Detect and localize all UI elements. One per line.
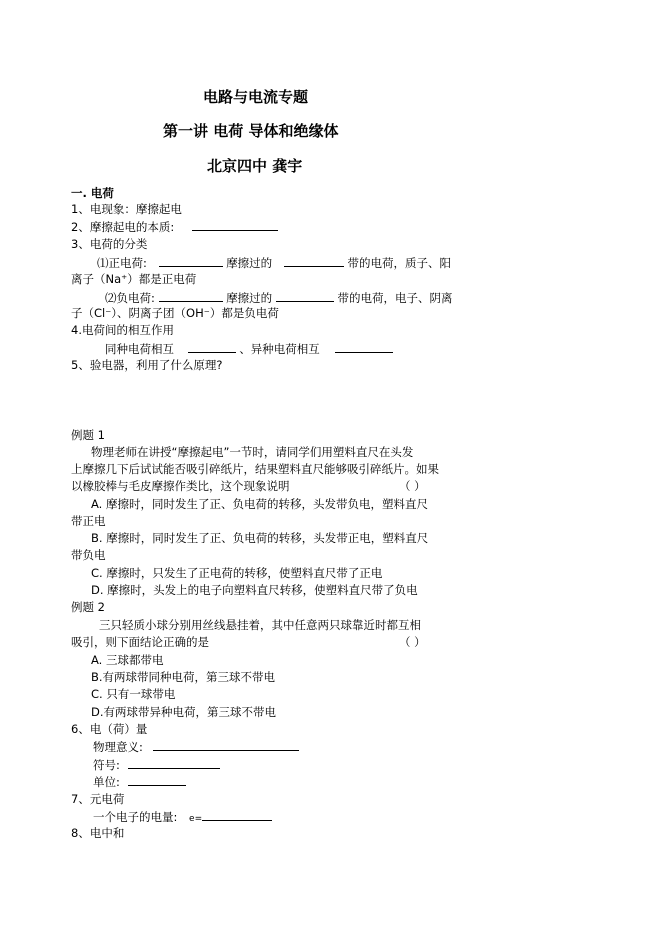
item-1-electric-phenomenon: 1、电现象：摩擦起电: [71, 202, 182, 216]
electron-charge-symbol: e=: [189, 814, 203, 824]
item-2-label: 2、摩擦起电的本质:: [71, 220, 175, 234]
example-1-option-a-cont: 带正电: [71, 514, 106, 528]
example-1-question: 以橡胶棒与毛皮摩擦作类比，这个现象说明: [71, 479, 290, 493]
example-1-option-c: C. 摩擦时，只发生了正电荷的转移，使塑料直尺带了正电: [91, 566, 383, 580]
physical-meaning-line: [93, 739, 299, 755]
item-4-interaction: 4.电荷间的相互作用: [71, 323, 174, 337]
blank-same-charge: [188, 341, 236, 353]
document-title: 电路与电流专题: [203, 88, 309, 106]
example-2-option-d: D.有两球带异种电荷，第三球不带电: [91, 705, 277, 719]
item-8-neutralization: 8、电中和: [71, 826, 125, 840]
blank-unit: [128, 774, 186, 786]
negative-charge-label: ⑵负电荷:: [105, 291, 155, 305]
positive-charge-desc: 带的电荷，质子、阳: [347, 256, 451, 270]
author-line: 北京四中 龚宇: [207, 157, 303, 175]
example-2-text-2: 吸引，则下面结论正确的是: [71, 635, 209, 649]
example-2-option-a: A. 三球都带电: [91, 653, 164, 667]
example-1-text-1: 物理老师在讲授“摩擦起电”一节时，请同学们用塑料直尺在头发: [91, 445, 414, 459]
example-2-text-1: 三只轻质小球分别用丝线悬挂着，其中任意两只球靠近时都互相: [99, 618, 421, 632]
positive-charge-line: [97, 255, 451, 271]
symbol-line: [93, 757, 220, 773]
example-1-option-b-cont: 带负电: [71, 548, 106, 562]
example-2-option-c: C. 只有一球带电: [91, 687, 176, 701]
item-6-charge-quantity: 6、电（荷）量: [71, 722, 148, 736]
lecture-subtitle: 第一讲 电荷 导体和绝缘体: [163, 122, 339, 140]
electron-charge-label: 一个电子的电量:: [93, 810, 178, 824]
blank-positive-1: [159, 255, 223, 267]
example-1-option-b: B. 摩擦时，同时发生了正、负电荷的转移，头发带正电，塑料直尺: [91, 531, 429, 545]
blank-symbol: [128, 757, 220, 769]
rubbed-label-1: 摩擦过的: [226, 256, 273, 270]
blank-negative-1: [159, 290, 223, 302]
blank-electron-charge: [202, 809, 272, 821]
positive-charge-cont: 离子（Na⁺）都是正电荷: [71, 272, 197, 286]
example-2-option-b: B.有两球带同种电荷，第三球不带电: [91, 670, 276, 684]
opposite-charge-label: 、异种电荷相互: [239, 342, 320, 356]
unit-label: 单位:: [93, 775, 120, 789]
blank-essence: [192, 219, 278, 231]
negative-charge-line: [105, 290, 453, 306]
item-3-classification: 3、电荷的分类: [71, 237, 148, 251]
blank-physical-meaning: [153, 739, 299, 751]
physical-meaning-label: 物理意义:: [93, 740, 143, 754]
item-2-essence: [71, 219, 278, 235]
example-1-answer-paren: （ ）: [399, 479, 426, 493]
positive-charge-label: ⑴正电荷:: [97, 256, 147, 270]
blank-opposite-charge: [335, 341, 393, 353]
same-charge-label: 同种电荷相互: [105, 342, 174, 356]
negative-charge-cont: 子（Cl⁻）、阴离子团（OH⁻）都是负电荷: [71, 306, 279, 320]
example-1-option-d: D. 摩擦时，头发上的电子向塑料直尺转移，使塑料直尺带了负电: [91, 583, 418, 597]
item-5-electroscope: 5、验电器，利用了什么原理?: [71, 358, 223, 372]
example-1-label: 例题 1: [71, 428, 105, 442]
unit-line: [93, 774, 186, 790]
blank-negative-2: [276, 290, 334, 302]
example-2-label: 例题 2: [71, 600, 105, 614]
blank-positive-2: [284, 255, 344, 267]
item-7-elementary-charge: 7、元电荷: [71, 792, 125, 806]
example-1-text-2: 上摩擦几下后试试能否吸引碎纸片，结果塑料直尺能够吸引碎纸片。如果: [71, 462, 439, 476]
rubbed-label-2: 摩擦过的: [226, 291, 273, 305]
example-1-option-a: A. 摩擦时，同时发生了正、负电荷的转移，头发带负电，塑料直尺: [91, 497, 428, 511]
example-2-answer-paren: （ ）: [399, 635, 426, 649]
negative-charge-desc: 带的电荷，电子、阴离: [337, 291, 453, 305]
interaction-line: [105, 341, 393, 357]
electron-charge-line: [93, 809, 272, 827]
example-1-text-3: [71, 479, 290, 494]
section-heading-charge: 一. 电荷: [71, 186, 114, 200]
symbol-label: 符号:: [93, 758, 120, 772]
